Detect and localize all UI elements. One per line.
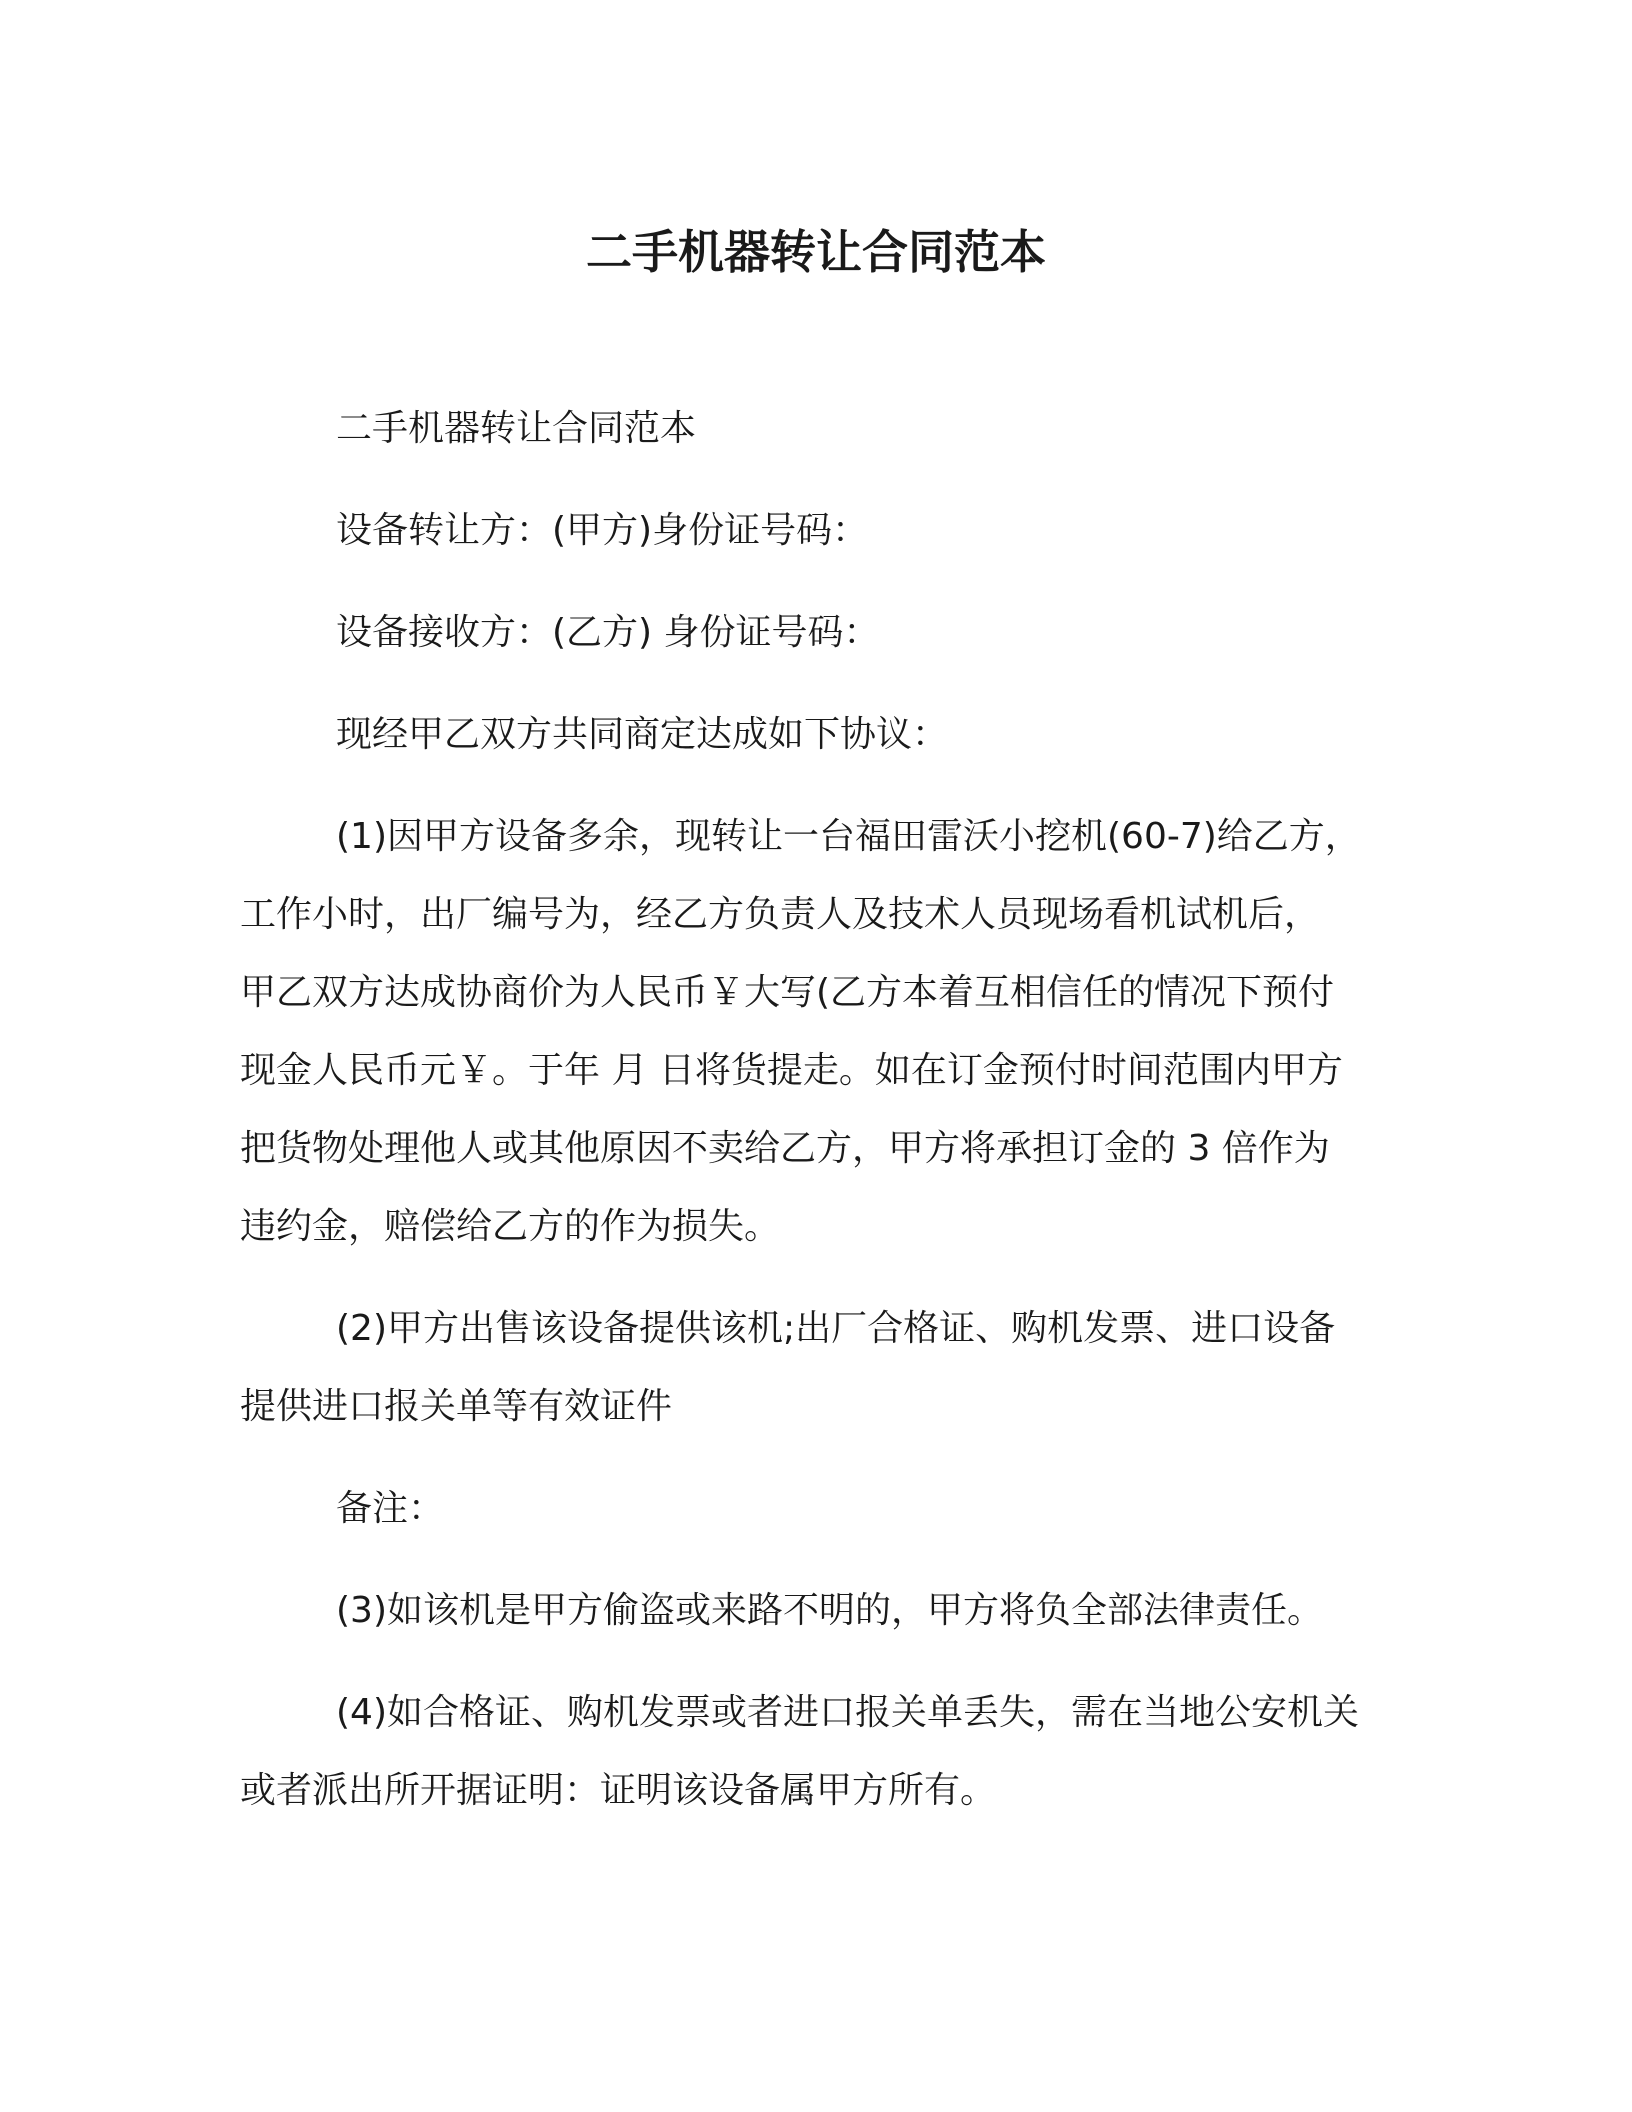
clause-1-line: 现金人民币元￥。于年 月 日将货提走。如在订金预付时间范围内甲方	[240, 1050, 1343, 1091]
paragraph-agreement-intro: 现经甲乙双方共同商定达成如下协议：	[336, 714, 949, 755]
clause-4-line: (4)如合格证、购机发票或者进口报关单丢失，需在当地公安机关	[336, 1692, 1359, 1733]
clause-1-line: (1)因甲方设备多余，现转让一台福田雷沃小挖机(60-7)给乙方，	[336, 816, 1361, 857]
clause-1-line: 甲乙双方达成协商价为人民币￥大写(乙方本着互相信任的情况下预付	[240, 972, 1335, 1013]
paragraph-clause-3: (3)如该机是甲方偷盗或来路不明的，甲方将负全部法律责任。	[336, 1590, 1323, 1631]
clause-4-line: 或者派出所开据证明：证明该设备属甲方所有。	[240, 1770, 997, 1811]
clause-1-line: 把货物处理他人或其他原因不卖给乙方，甲方将承担订金的 3 倍作为	[240, 1128, 1330, 1169]
clause-2-line: (2)甲方出售该设备提供该机;出厂合格证、购机发票、进口设备	[336, 1308, 1336, 1349]
paragraph-transferor: 设备转让方：(甲方)身份证号码：	[336, 510, 869, 551]
paragraph-clause-1	[240, 798, 1400, 1266]
paragraph-clause-2	[240, 1290, 1400, 1446]
document-body	[240, 390, 1400, 1854]
paragraph-subtitle: 二手机器转让合同范本	[336, 408, 697, 449]
paragraph-recipient: 设备接收方：(乙方) 身份证号码：	[336, 612, 880, 653]
paragraph-clause-4	[240, 1674, 1400, 1830]
clause-1-line: 工作小时，出厂编号为，经乙方负责人及技术人员现场看机试机后，	[240, 894, 1321, 935]
clause-2-line: 提供进口报关单等有效证件	[240, 1386, 673, 1427]
paragraph-remarks: 备注：	[336, 1488, 445, 1529]
clause-1-line: 违约金，赔偿给乙方的作为损失。	[240, 1206, 781, 1247]
document-title: 二手机器转让合同范本	[586, 225, 1046, 279]
